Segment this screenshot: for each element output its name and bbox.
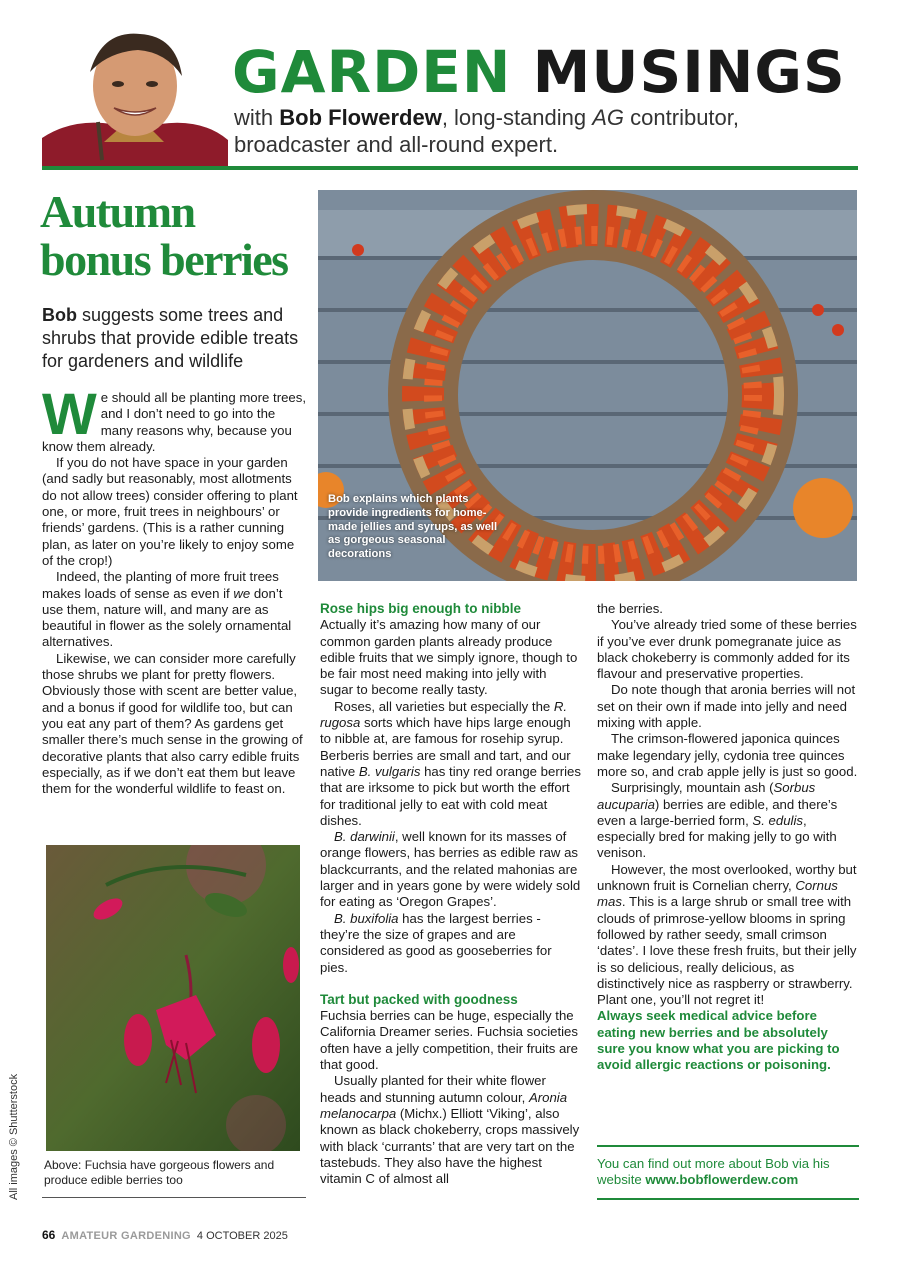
issue-date: 4 OCTOBER 2025 <box>196 1230 288 1242</box>
paragraph: Roses, all varieties but especially the R. rugosa sorts which have hips large enough to nibble at, are famous for rosehip syrup. Berberis berries are small and tart, and our native B. vulgaris has tiny red orange berries that are irksome to pick but worth the effort for traditional jelly to eat with cold meat dishes. <box>320 698 581 828</box>
article-standfirst: Bob suggests some trees and shrubs that provide edible treats for gardeners and wildlife <box>42 305 299 371</box>
author-website-note: You can find out more about Bob via his website www.bobflowerdew.com <box>597 1156 830 1187</box>
info-rule-bottom <box>597 1198 859 1200</box>
article-headline: Autumn bonus berries <box>40 186 288 285</box>
body-column-1 <box>42 382 307 797</box>
page-footer <box>42 1228 288 1242</box>
website-link[interactable]: www.bobflowerdew.com <box>645 1172 799 1187</box>
header-divider <box>42 166 858 170</box>
fuchsia-photo <box>46 845 300 1151</box>
paragraph: Surprisingly, mountain ash (Sorbus aucuparia) berries are edible, and there’s even a large-berried form, S. edulis, especially bred for making jelly to go with venison. <box>597 780 838 861</box>
paragraph: B. darwinii, well known for its masses of orange flowers, has berries as edible raw as blackcurrants, and the related mahonias are larger and in years gone by were widely sold for eating as ‘Oregon Grapes’. <box>320 829 581 910</box>
paragraph: B. buxifolia has the largest berries - they’re the size of grapes and are considered as good as gooseberries for pies. <box>320 910 552 975</box>
paragraph: Actually it’s amazing how many of our common garden plants already produce edible fruits that we simply ignore, though to be fair most need making into jelly with sugar to become really tasty. <box>320 617 578 698</box>
drop-cap: W <box>42 382 97 447</box>
paragraph: Fuchsia berries can be huge, especially the California Dreamer series. Fuchsia societies often have a jelly competition, their fruits are that good. <box>320 1008 579 1073</box>
body-column-3 <box>597 601 859 1074</box>
paragraph: The crimson-flowered japonica quinces make legendary jelly, cydonia tree quinces more so, and crab apple jelly is just so good. <box>597 731 858 779</box>
paragraph: However, the most overlooked, worthy but unknown fruit is Cornelian cherry, Cornus mas. This is a large shrub or small tree with clouds of primrose-yellow blooms in spring followed by rather seedy, small crimson ‘dates’. I love these fresh fruits, but their jelly is so delicious, really delicious, as distinctively nice as raspberry or strawberry. Plant one, you’ll not regret it! <box>597 861 857 1008</box>
safety-warning: Always seek medical advice before eating new berries and be absolutely sure you know what you are picking to avoid allergic reactions or poisoning. <box>597 1008 840 1073</box>
paragraph: Usually planted for their white flower heads and stunning autumn colour, Aronia melanocarpa (Michx.) Elliott ‘Viking’, also known as black chokeberry, crops massively with black ‘currants’ that are very tart on the tastebuds. They also have the highest vitamin C of almost all <box>320 1073 580 1187</box>
body-column-2 <box>320 601 582 1187</box>
paragraph: If you do not have space in your garden (and sadly but reasonably, most allotments do not allow trees) consider offering to plant one, or more, fruit trees in neighbours’ or friends’ gardens. (This is a rather cunning plan, as later on you’re likely to enjoy some of the crop!) <box>42 455 298 568</box>
paragraph: the berries. <box>597 601 663 616</box>
caption-rule <box>42 1197 306 1198</box>
paragraph: Indeed, the planting of more fruit trees makes loads of sense as even if we don’t use them, nature will, and many are as beautiful in flower as the solely ornamental alternatives. <box>42 569 292 650</box>
section-subtitle: with Bob Flowerdew, long-standing AG contributor, broadcaster and all-round expert. <box>234 105 739 157</box>
magazine-name: AMATEUR GARDENING <box>61 1230 191 1242</box>
wreath-caption: Bob explains which plants provide ingredients for home-made jellies and syrups, as well as gorgeous seasonal decorations <box>328 493 498 561</box>
subheading: Rose hips big enough to nibble <box>320 601 521 616</box>
fuchsia-caption: Above: Fuchsia have gorgeous flowers and produce edible berries too <box>44 1158 275 1187</box>
subheading: Tart but packed with goodness <box>320 991 518 1007</box>
info-rule-top <box>597 1145 859 1147</box>
author-portrait <box>42 26 228 166</box>
photo-credit: All images © Shutterstock <box>8 1073 20 1200</box>
section-title: GARDEN MUSINGS <box>232 38 846 106</box>
page-number: 66 <box>42 1228 56 1242</box>
paragraph: Likewise, we can consider more carefully those shrubs we plant for pretty flowers. Obviously those with scent are better value, and a bonus if good for wildlife too, but can you eat any part of them? As gardens get smaller there’s much sense in the growing of decorative plants that also carry edible fruits especially, as if we don’t eat them but leave them for the wonderful wildlife to feast on. <box>42 650 303 797</box>
paragraph: Do note though that aronia berries will not set on their own if made into jelly and need mixing with apple. <box>597 682 856 731</box>
paragraph: You’ve already tried some of these berries if you’ve ever drunk pomegranate juice as black chokeberry is commonly added for its flavour and preservative properties. <box>597 617 857 682</box>
paragraph: We should all be planting more trees, and I don’t need to go into the many reasons why, because you know them already. <box>42 382 307 454</box>
author-name: Bob Flowerdew <box>279 105 442 130</box>
